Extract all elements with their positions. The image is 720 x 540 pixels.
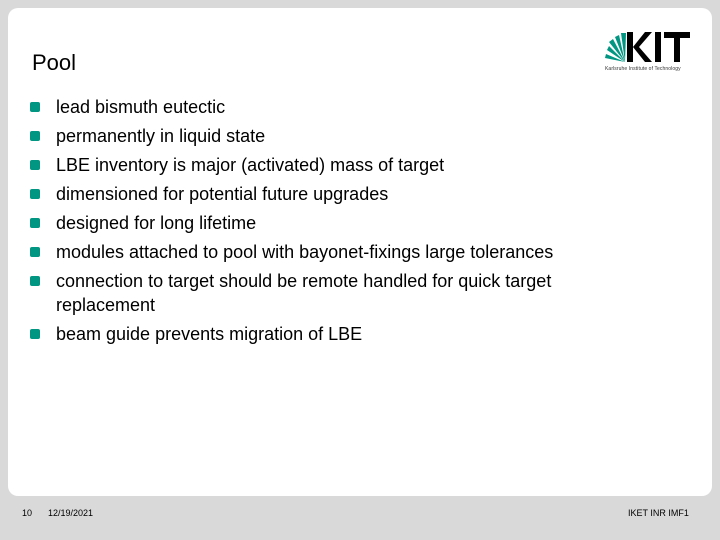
bullet-marker-icon: [30, 160, 40, 170]
slide: [8, 8, 712, 496]
kit-logo-icon: [605, 28, 697, 66]
bullet-marker-icon: [30, 218, 40, 228]
bullet-list: [30, 95, 650, 351]
bullet-marker-icon: [30, 329, 40, 339]
bullet-text: LBE inventory is major (activated) mass of target: [56, 155, 445, 175]
list-item: [30, 269, 650, 317]
bullet-text: lead bismuth eutectic: [56, 97, 226, 117]
bullet-text: beam guide prevents migration of LBE: [56, 324, 363, 344]
list-item: [30, 240, 650, 264]
footer-institute: IKET INR IMF1: [628, 508, 689, 518]
page-number: 10: [22, 508, 33, 518]
bullet-text: permanently in liquid state: [56, 126, 266, 146]
bullet-text: designed for long lifetime: [56, 213, 257, 233]
list-item: [30, 95, 650, 119]
list-item: [30, 124, 650, 148]
bullet-marker-icon: [30, 102, 40, 112]
footer-date: 12/19/2021: [48, 508, 94, 518]
bullet-text: connection to target should be remote handled for quick target replacement: [56, 271, 552, 315]
kit-logo: [605, 28, 697, 80]
bullet-marker-icon: [30, 276, 40, 286]
bullet-marker-icon: [30, 247, 40, 257]
list-item: [30, 322, 650, 346]
list-item: [30, 182, 650, 206]
logo-subtitle: Karlsruhe Institute of Technology: [605, 66, 681, 72]
bullet-text: dimensioned for potential future upgrades: [56, 184, 389, 204]
slide-title: Pool: [32, 50, 77, 75]
list-item: [30, 211, 650, 235]
list-item: [30, 153, 650, 177]
bullet-marker-icon: [30, 131, 40, 141]
bullet-marker-icon: [30, 189, 40, 199]
bullet-text: modules attached to pool with bayonet-fixings large tolerances: [56, 242, 554, 262]
